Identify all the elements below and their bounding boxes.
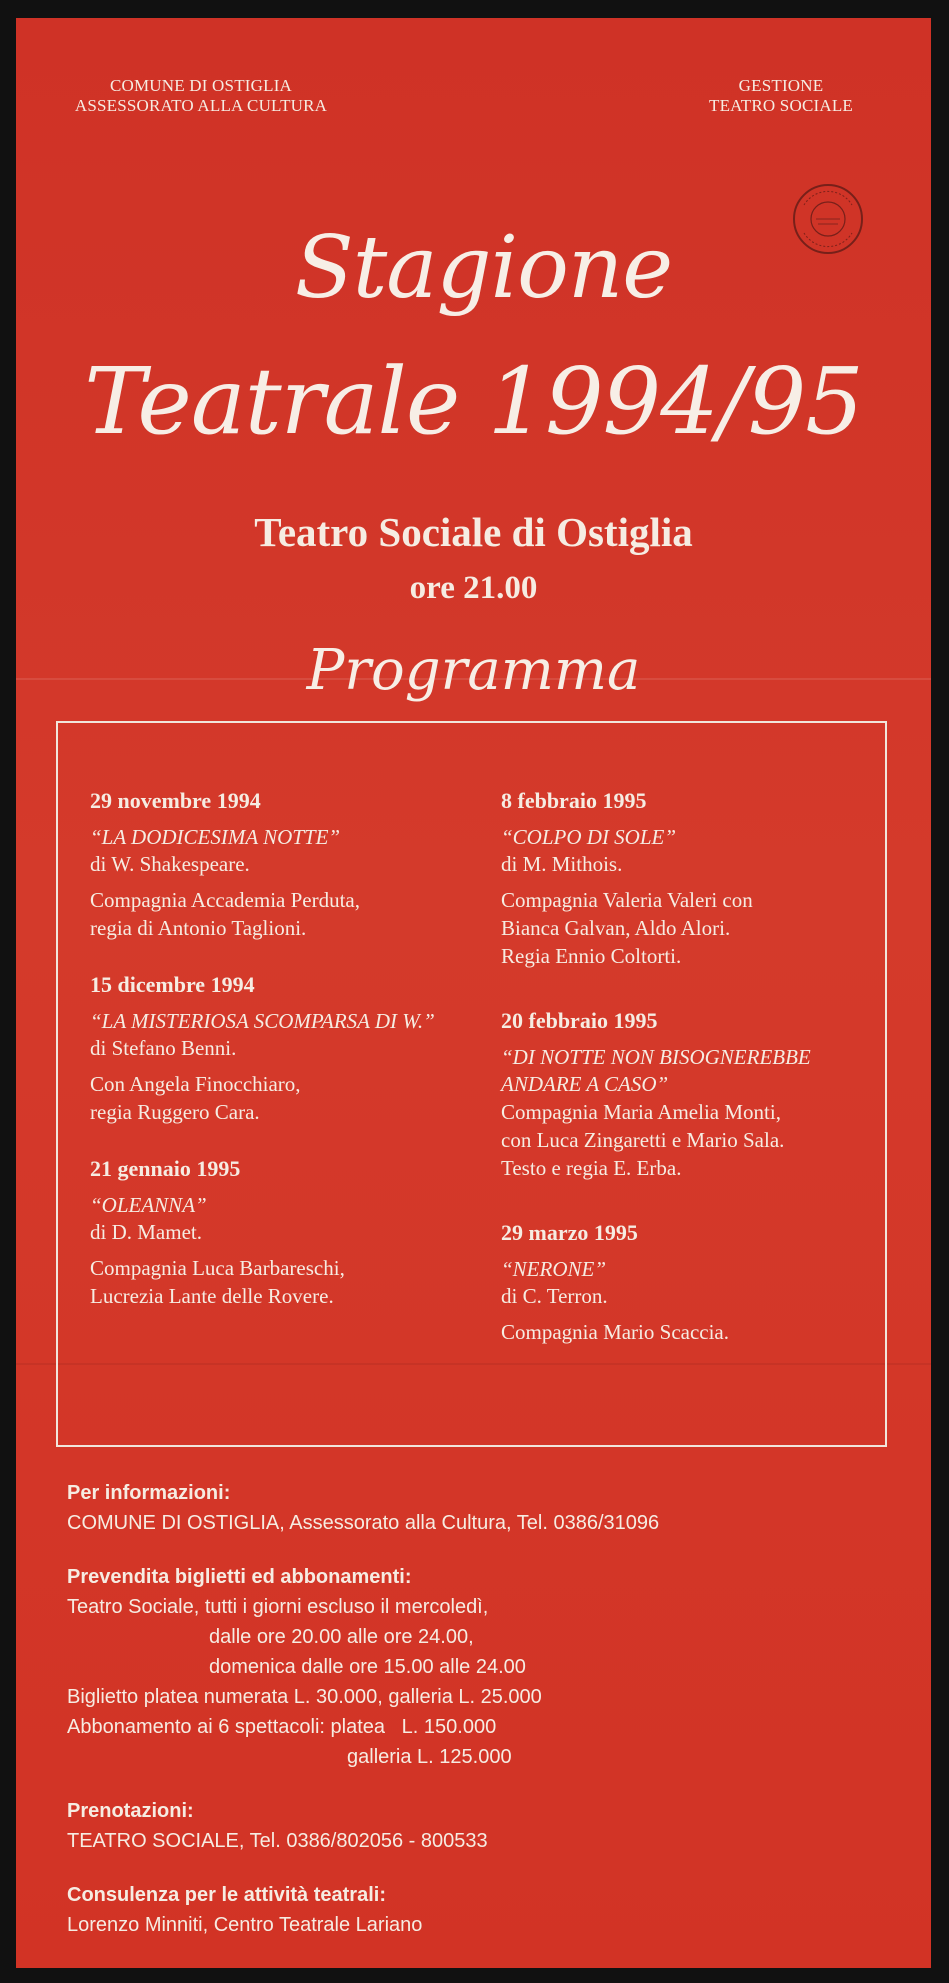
event-item <box>501 1008 871 1182</box>
presale-block <box>67 1562 887 1772</box>
show-time: ore 21.00 <box>409 570 538 606</box>
event-date: 21 gennaio 1995 <box>90 1156 241 1181</box>
event-company: Compagnia Valeria Valeri con Bianca Galvan, Aldo Alori. Regia Ennio Coltorti. <box>501 888 753 968</box>
event-author: di C. Terron. <box>501 1284 608 1308</box>
presale-line: dalle ore 20.00 alle ore 24.00, <box>209 1626 474 1648</box>
organizer-left-line2: ASSESSORATO ALLA CULTURA <box>74 96 328 115</box>
venue-name: Teatro Sociale di Ostiglia <box>254 509 693 555</box>
event-date: 29 novembre 1994 <box>90 788 261 813</box>
event-date: 20 febbraio 1995 <box>501 1008 658 1033</box>
presale-line: domenica dalle ore 15.00 alle 24.00 <box>209 1656 526 1678</box>
program-box <box>56 721 887 1447</box>
presale-heading: Prevendita biglietti ed abbonamenti: <box>67 1566 412 1588</box>
info-section <box>67 1478 887 1964</box>
poster <box>16 18 931 1968</box>
event-company: Compagnia Maria Amelia Monti, con Luca Zingaretti e Mario Sala. Testo e regia E. Erba. <box>501 1100 785 1180</box>
presale-line: Biglietto platea numerata L. 30.000, galleria L. 25.000 <box>67 1686 542 1708</box>
event-author: di D. Mamet. <box>90 1220 202 1244</box>
consult-text: Lorenzo Minniti, Centro Teatrale Lariano <box>67 1914 423 1936</box>
program-column-right <box>501 788 871 1376</box>
event-date: 29 marzo 1995 <box>501 1220 638 1245</box>
organizer-right <box>656 76 906 116</box>
presale-line: galleria L. 125.000 <box>347 1746 512 1768</box>
booking-heading: Prenotazioni: <box>67 1800 194 1822</box>
event-title: “OLEANNA” <box>90 1193 207 1217</box>
consult-heading: Consulenza per le attività teatrali: <box>67 1884 386 1906</box>
event-title: “LA MISTERIOSA SCOMPARSA DI W.” <box>90 1009 435 1033</box>
event-item <box>90 1156 460 1310</box>
title-stagione: Stagione <box>294 218 673 318</box>
event-title: “LA DODICESIMA NOTTE” <box>90 825 341 849</box>
booking-block <box>67 1796 887 1856</box>
event-company: Compagnia Luca Barbareschi, Lucrezia Lante delle Rovere. <box>90 1256 345 1308</box>
event-title: “COLPO DI SOLE” <box>501 825 677 849</box>
organizer-right-line1: GESTIONE <box>738 76 824 95</box>
event-author: di Stefano Benni. <box>90 1036 237 1060</box>
event-item <box>90 972 460 1126</box>
event-item <box>501 788 871 970</box>
program-column-left <box>90 788 460 1340</box>
organizer-right-line2: TEATRO SOCIALE <box>709 96 853 115</box>
event-title: “DI NOTTE NON BISOGNEREBBE ANDARE A CASO” <box>501 1045 811 1096</box>
consult-block <box>67 1880 887 1940</box>
event-company: Compagnia Accademia Perduta, regia di Antonio Taglioni. <box>90 888 360 940</box>
event-company: Compagnia Mario Scaccia. <box>501 1320 730 1344</box>
organizer-left-line1: COMUNE DI OSTIGLIA <box>109 76 293 95</box>
event-date: 8 febbraio 1995 <box>501 788 647 813</box>
event-author: di M. Mithois. <box>501 852 623 876</box>
info-contacts <box>67 1478 887 1538</box>
info-text: COMUNE DI OSTIGLIA, Assessorato alla Cultura, Tel. 0386/31096 <box>67 1512 660 1534</box>
event-company: Con Angela Finocchiaro, regia Ruggero Cara. <box>90 1072 301 1124</box>
info-heading: Per informazioni: <box>67 1482 231 1504</box>
event-item <box>501 1220 871 1346</box>
organizer-left <box>56 76 346 116</box>
title-teatrale: Teatrale 1994/95 <box>84 348 863 455</box>
event-title: “NERONE” <box>501 1257 607 1281</box>
event-date: 15 dicembre 1994 <box>90 972 255 997</box>
booking-text: TEATRO SOCIALE, Tel. 0386/802056 - 800533 <box>67 1830 488 1852</box>
presale-line: Teatro Sociale, tutti i giorni escluso il mercoledì, <box>67 1596 489 1618</box>
event-item <box>90 788 460 942</box>
programma-heading: Programma <box>306 638 641 703</box>
presale-line: Abbonamento ai 6 spettacoli: platea L. 150.000 <box>67 1716 497 1738</box>
event-author: di W. Shakespeare. <box>90 852 250 876</box>
